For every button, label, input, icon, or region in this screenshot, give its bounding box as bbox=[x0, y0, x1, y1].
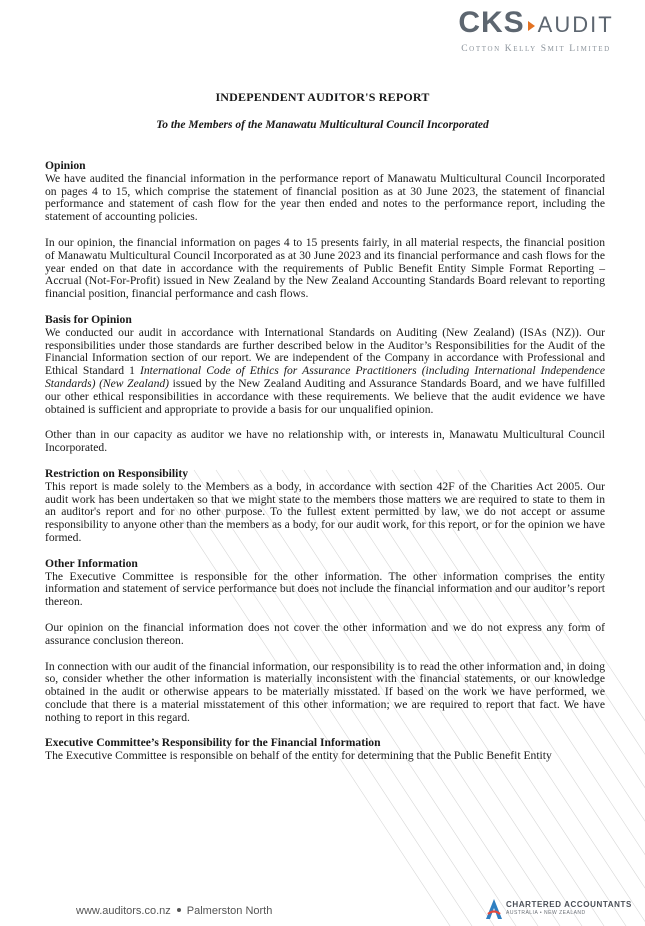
other-information-heading: Other Information bbox=[45, 556, 138, 570]
executive-committee-section bbox=[45, 737, 605, 763]
restriction-paragraph: This report is made solely to the Members as a body, in accordance with section 42F of the Charities Act 2005. Our audit work has been undertaken so that we might state to the members those matters we are required to state to them in an auditor's report and for no other purpose. To the fullest extent permitted by law, we do not accept or assume responsibility to anyone other than the members as a body, for our audit work, for this report, or for the opinion we have formed. bbox=[45, 479, 605, 544]
ca-mark-icon bbox=[484, 897, 504, 921]
footer-location: Palmerston North bbox=[186, 905, 273, 917]
basis-text: issued by the New Zealand Auditing and Assurance Standards Board, and we have fulfilled our other ethical responsibilities in accordance with these requirements. We believe that the audit evidence we have obtained is sufficient and appropriate to provide a basis for our unqualified opinion. bbox=[45, 376, 606, 416]
opinion-paragraph: We have audited the financial information in the performance report of Manawatu Multicultural Council Incorporated on pages 4 to 15, which comprise the statement of financial position as at 30 June 2023, the statement of financial performance and statement of cash flow for the year then ended and notes to the performance report, including the statement of accounting policies. bbox=[45, 171, 605, 224]
basis-paragraph bbox=[45, 327, 605, 417]
opinion-section bbox=[45, 160, 605, 301]
basis-heading: Basis for Opinion bbox=[45, 312, 132, 326]
basis-paragraph: Other than in our capacity as auditor we have no relationship with, or interests in, Manawatu Multicultural Council Incorporated. bbox=[45, 428, 605, 455]
basis-text: We conducted our audit in accordance with International Standards on Auditing (New Zealand) (ISAs (NZ)). Our responsibilities under those standards are further described below in the Auditor’s Responsibilities for the Audit of the Financial Information section of our report. We are independent of the Company in accordance with Professional and Ethical Standard 1 bbox=[45, 325, 605, 378]
other-information-paragraph: The Executive Committee is responsible for the other information. The other information comprises the entity information and statement of service performance but does not include the financial information and our auditor’s report thereon. bbox=[45, 569, 605, 609]
other-information-paragraph: In connection with our audit of the financial information, our responsibility is to read the other information and, in doing so, consider whether the other information is materially inconsistent with the financial statements, or our knowledge obtained in the audit or otherwise appears to be materially misstated. If based on the work we have performed, we conclude that there is a material misstatement of this other information; we are required to report that fact. We have nothing to report in this regard. bbox=[45, 659, 605, 724]
bullet-icon bbox=[177, 908, 181, 912]
report-body bbox=[45, 160, 605, 776]
report-addressee: To the Members of the Manawatu Multicultural Council Incorporated bbox=[156, 119, 489, 131]
ca-subtitle: AUSTRALIA • NEW ZEALAND bbox=[506, 910, 586, 916]
cks-audit-logo bbox=[451, 8, 621, 54]
other-information-section bbox=[45, 558, 605, 725]
basis-section bbox=[45, 314, 605, 455]
logo-arrow-icon bbox=[528, 21, 535, 31]
report-title: INDEPENDENT AUDITOR'S REPORT bbox=[215, 90, 430, 104]
logo-audit-text: AUDIT bbox=[537, 12, 614, 37]
opinion-paragraph: In our opinion, the financial information on pages 4 to 15 presents fairly, in all material respects, the financial position of Manawatu Multicultural Council Incorporated as at 30 June 2023 and its financial performance and cash flows for the year ended on that date in accordance with the requirements of Public Benefit Entity Simple Format Reporting – Accrual (Not-For-Profit) issued in New Zealand by the New Zealand Accounting Standards Board relevant to reporting financial position, financial performance and cash flows. bbox=[45, 235, 605, 301]
logo-company-name: Cotton Kelly Smit Limited bbox=[461, 44, 611, 54]
restriction-heading: Restriction on Responsibility bbox=[45, 466, 188, 480]
other-information-paragraph: Our opinion on the financial information does not cover the other information and we do not express any form of assurance conclusion thereon. bbox=[45, 620, 605, 647]
ca-title: CHARTERED ACCOUNTANTS bbox=[506, 900, 632, 909]
logo-cks-text: CKS bbox=[458, 6, 525, 39]
ethics-standard-title: International Code of Ethics for Assurance Practitioners (including International Independence Standards) (New Zealand) bbox=[45, 364, 605, 390]
executive-committee-paragraph: The Executive Committee is responsible on behalf of the entity for determining that the Public Benefit Entity bbox=[45, 749, 552, 763]
website-link[interactable]: www.auditors.co.nz bbox=[76, 905, 171, 917]
chartered-accountants-logo bbox=[484, 897, 632, 921]
executive-committee-heading: Executive Committee’s Responsibility for the Financial Information bbox=[45, 736, 381, 750]
restriction-section bbox=[45, 468, 605, 545]
opinion-heading: Opinion bbox=[45, 159, 86, 172]
footer-contact bbox=[76, 905, 272, 917]
